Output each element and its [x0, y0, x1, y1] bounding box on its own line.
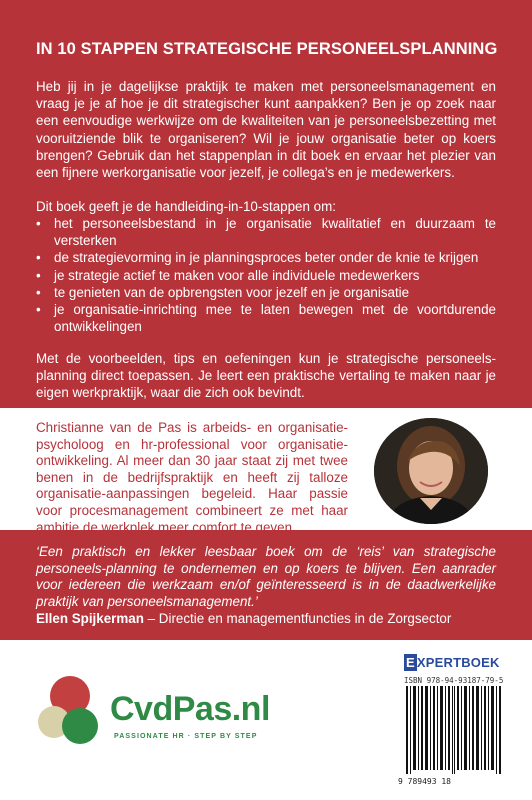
- publisher-logo-mark: E: [406, 655, 415, 670]
- benefits-list: [36, 215, 496, 335]
- reviewer-credit: [36, 611, 451, 626]
- barcode-icon: [404, 686, 504, 774]
- author-bio: Christianne van de Pas is arbeids- en organisatie-psycholoog en hr-professional voor organisatie-ontwikkeling. Al meer dan 30 jaar staat zij met twee benen in de bedrijfspraktijk en heeft zij talloze organisatie-aanpassingen begeleid. Haar passie voor procesmanagement combineert ze met haar ambitie de werkplek meer comfort te geven.: [36, 420, 348, 535]
- author-portrait: [374, 418, 488, 524]
- list-item: • je strategie actief te maken voor alle individuele medewerkers: [36, 267, 496, 284]
- cover-title: IN 10 STAPPEN STRATEGISCHE PERSONEELSPLANNING: [36, 40, 498, 58]
- portrait-image: [374, 418, 488, 524]
- author-section: [0, 408, 532, 535]
- list-item: • te genieten van de opbrengsten voor jezelf en je organisatie: [36, 284, 496, 301]
- intro-paragraph: Heb jij in je dagelijkse praktijk te maken met personeelsmanagement en vraag je je af hoe je dit strategischer kunt aanpakken? Ben je op zoek naar een eenvoudige werkwijze om de kwaliteiten van je personeelsbezetting met vooruitziende blik te organiseren? Wil je jouw organisatie beter op koers brengen? Gebruik dan het stappenplan in dit boek en ervaar het plezier van een fijnere werkorganisatie voor jezelf, je collega’s en je medewerkers.: [36, 79, 496, 181]
- isbn-text: ISBN 978-94-93187-79-5: [404, 676, 504, 685]
- bottom-section: [0, 640, 532, 800]
- reviewer-role: – Directie en managementfuncties in de Zorgsector: [143, 611, 452, 626]
- logo-tagline: PASSIONATE HR · STEP BY STEP: [114, 733, 258, 740]
- review-quote: ‘Een praktisch en lekker leesbaar boek om de ‘reis’ van strategische personeels-planning te ondernemen en op koers te blijven. Een aanrader voor iedereen die werkzaam en/of geïnteresseerd is in de daadwerkelijke praktijk van personeelsmanagement.’: [36, 544, 496, 609]
- list-item: • het personeelsbestand in je organisatie kwalitatief en duurzaam te versterken: [36, 215, 496, 249]
- reviewer-name: Ellen Spijkerman: [36, 611, 144, 626]
- barcode-number: 9 789493 18: [398, 777, 451, 786]
- publisher-name: XPERTBOEK: [416, 655, 500, 670]
- list-heading: Dit boek geeft je de handleiding-in-10-stappen om:: [36, 199, 336, 214]
- logo-circles-icon: [36, 672, 108, 746]
- logo-wordmark: CvdPas.nl: [110, 690, 270, 728]
- list-item: • je organisatie-inrichting mee te laten bewegen met de voortdurende ontwikkelingen: [36, 301, 496, 335]
- cvdpas-logo: [36, 672, 296, 746]
- practice-paragraph: Met de voorbeelden, tips en oefeningen kun je strategische personeels-planning direct toepassen. Je leert een praktische vertaling te maken naar je eigen werkpraktijk, waar die zich ook bevindt.: [36, 351, 496, 401]
- publisher-logo: [404, 654, 500, 671]
- list-item: • de strategievorming in je planningsproces beter onder de knie te krijgen: [36, 249, 496, 266]
